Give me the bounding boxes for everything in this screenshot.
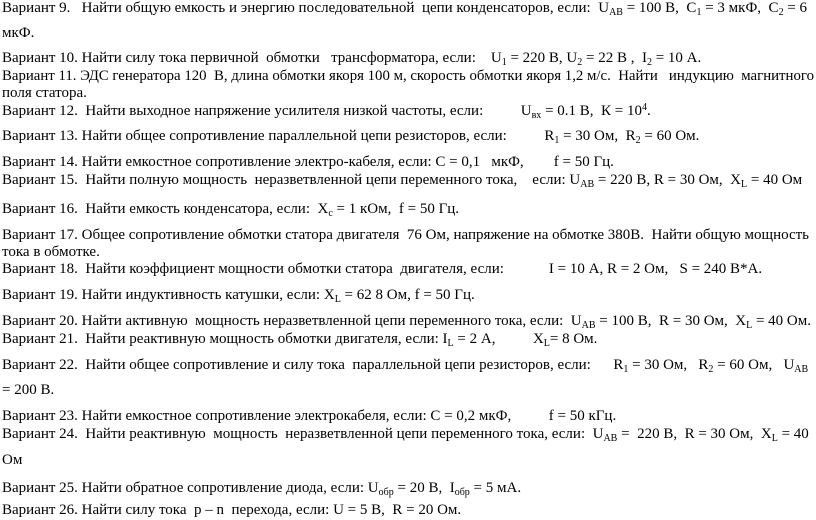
variant-17-line-1: Вариант 17. Общее сопротивление обмотки статора двигателя 76 Ом, напряжение на обмотке 380В. Найти общую мощность: [2, 227, 810, 243]
variant-14: Вариант 14. Найти емкостное сопротивление электро-кабеля, если: С = 0,1 мкФ, f = 50 Гц.: [2, 154, 614, 170]
variant-23: Вариант 23. Найти емкостное сопротивление электрокабеля, если: С = 0,2 мкФ, f = 50 кГц.: [2, 408, 617, 424]
variant-11-line-1: Вариант 11. ЭДС генератора 120 В, длина обмотки якоря 100 м, скорость обмотки якоря 1,2 м/с. Найти индукцию магнитного: [2, 68, 814, 84]
variant-9-line-1: Вариант 9. Найти общую емкость и энергию последовательной цепи конденсаторов, если: $U_{AB} = 100$ В, $С_1 = 3$ мкФ, $С_2 = 6$: [2, 0, 808, 18]
variant-10: Вариант 10. Найти силу тока первичной обмотки трансформатора, если: $U_1 = 220$ В, $U_2 = 22$ В , $I_2 = 10$ А.: [2, 50, 702, 68]
variant-11-line-2: поля статора.: [2, 85, 87, 101]
variant-22-line-2: = 200 В.: [2, 382, 55, 398]
variant-25: Вариант 25. Найти обратное сопротивление диода, если: $U_{обр} = 20$ В, $I_{обр} = 5$ мА.: [2, 480, 522, 498]
variant-21: Вариант 21. Найти реактивную мощность обмотки двигателя, если: $I_L = 2$ А, $X_L= 8$ Ом.: [2, 331, 598, 349]
variant-15: Вариант 15. Найти полную мощность неразветвленной цепи переменного тока, если: $U_{AB} = 220$ В, R = 30 Ом, $X_L = 40$ Ом: [2, 172, 803, 190]
variant-9-line-2: мкФ.: [2, 25, 35, 41]
variant-19: Вариант 19. Найти индуктивность катушки, если: $X_L = 62$ 8 Ом, f = 50 Гц.: [2, 287, 475, 305]
variant-26: Вариант 26. Найти силу тока p – n перехода, если: U = 5 В, R = 20 Ом.: [2, 502, 462, 518]
variant-17-line-2: тока в обмотке.: [2, 244, 100, 260]
variant-24-line-1: Вариант 24. Найти реактивную мощность неразветвленной цепи переменного тока, если: $U_{AB} = 220$ В, R = 30 Ом, $X_L = 40$: [2, 426, 809, 444]
variant-24-line-2: Ом: [2, 452, 23, 468]
variant-13: Вариант 13. Найти общее сопротивление параллельной цепи резисторов, если: $R_1 = 30$ Ом, $R_2 = 60$ Ом.: [2, 128, 700, 146]
variant-22-line-1: Вариант 22. Найти общее сопротивление и силу тока параллельной цепи резисторов, если: $R_1 = 30$ Ом, $R_2 = 60$ Ом, $U_{AB}$: [2, 357, 809, 375]
variant-16: Вариант 16. Найти емкость конденсатора, если: $X_c = 1$ кОм, f = 50 Гц.: [2, 201, 460, 219]
variant-20: Вариант 20. Найти активную мощность неразветвленной цепи переменного тока, если: $U_{AB} = 100$ В, R = 30 Ом, $X_L = 40$ Ом.: [2, 313, 812, 331]
variant-18: Вариант 18. Найти коэффициент мощности обмотки статора двигателя, если: I = 10 А, R = 2 Ом, S = 240 В*А.: [2, 261, 763, 277]
variant-12: Вариант 12. Найти выходное напряжение усилителя низкой частоты, если: $U_{вх} = 0.1$ В, $К = 10^4$.: [2, 102, 651, 121]
